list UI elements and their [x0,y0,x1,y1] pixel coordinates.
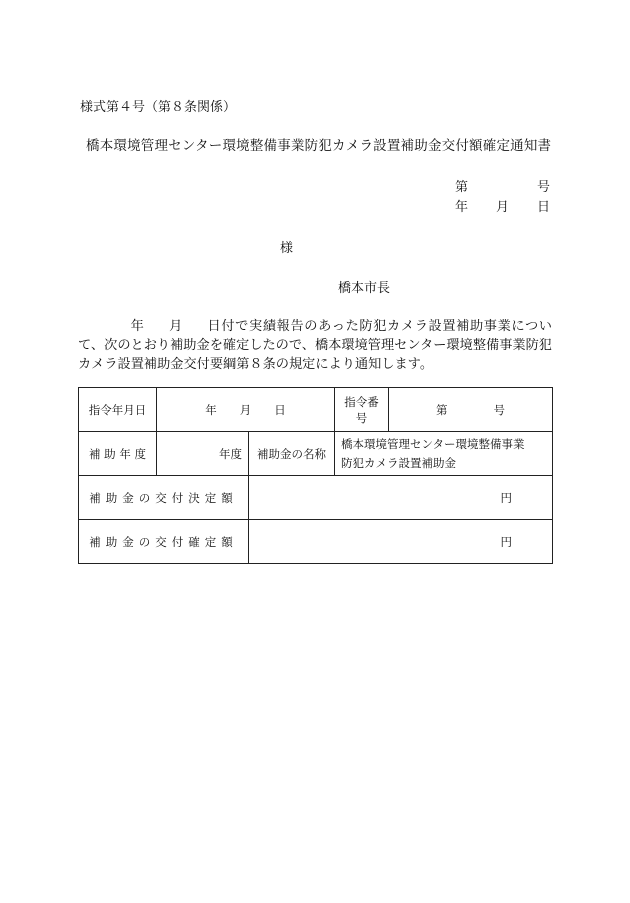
order-date-label: 指令年月日 [79,388,157,432]
subsidy-name-line-2: 防犯カメラ設置補助金 [341,455,456,470]
document-date-month: 月 [495,200,509,215]
issuer: 橋本市長 [338,281,391,296]
table-row [79,432,553,476]
subsidy-name-line-1: 橋本環境管理センター環境整備事業 [341,436,525,451]
body-date-month: 月 [168,319,183,334]
fiscal-year-value: 年度 [157,432,249,476]
document-date [455,196,550,215]
confirmed-amount-label: 補助金の交付確定額 [79,520,249,564]
subsidy-name-label: 補助金の名称 [249,432,335,476]
document-title: 橋本環境管理センター環境整備事業防犯カメラ設置補助金交付額確定通知書 [86,138,552,154]
table-row [79,520,553,564]
order-number-value: 第 号 [389,388,553,432]
document-date-day: 日 [536,200,550,215]
decided-amount-label: 補助金の交付決定額 [79,476,249,520]
document-date-year: 年 [455,200,469,215]
body-text: 日付で実績報告のあった防犯カメラ設置補助事業について、次のとおり補助金を確定したので、橋本環境管理センター環境整備事業防犯カメラ設置補助金交付要綱第８条の規定により通知します。 [78,319,552,372]
subsidy-name-value [335,432,553,476]
order-number-label: 指令番号 [335,388,389,432]
form-number: 様式第４号（第８条関係） [80,100,237,115]
confirmed-amount-value: 円 [249,520,553,564]
subsidy-info-table [78,387,553,564]
decided-amount-value: 円 [249,476,553,520]
table-row [79,388,553,432]
document-number [455,176,550,195]
body-date-year: 年 [130,319,145,334]
document-number-prefix: 第 [455,180,469,195]
fiscal-year-label: 補 助 年 度 [79,432,157,476]
table-row [79,476,553,520]
addressee: 様 [280,241,294,256]
body-paragraph [78,317,552,374]
document-number-suffix: 号 [536,180,550,195]
order-date-value: 年 月 日 [157,388,335,432]
